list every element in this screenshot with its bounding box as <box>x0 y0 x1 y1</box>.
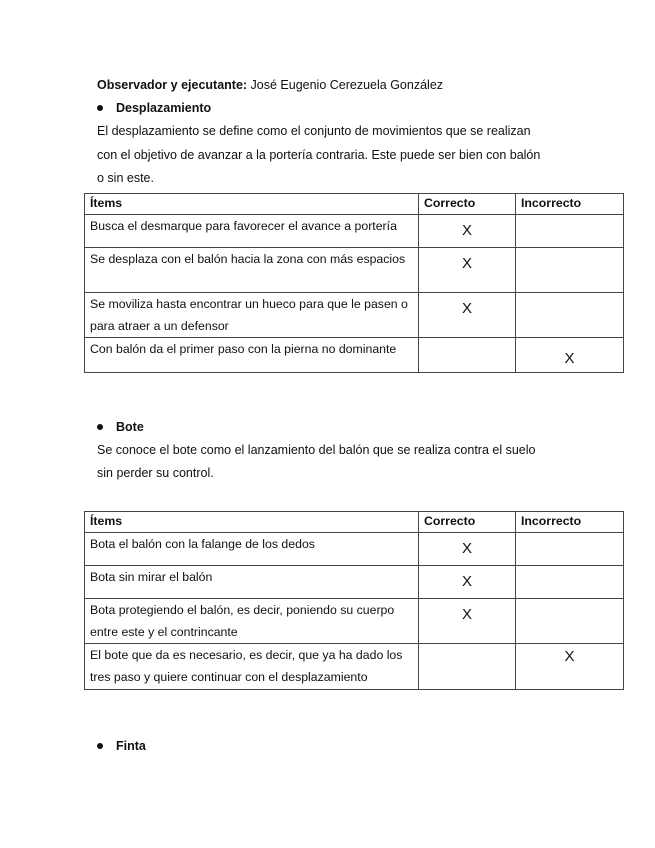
column-header-correcto: Correcto <box>419 512 516 533</box>
bullet-icon <box>97 424 103 430</box>
item-cell: Con balón da el primer paso con la pierna no dominante <box>85 338 419 373</box>
incorrecto-cell <box>516 599 624 644</box>
section-heading-desplazamiento <box>97 100 211 116</box>
incorrecto-cell <box>516 533 624 566</box>
incorrecto-cell: X <box>516 644 624 690</box>
table-row <box>85 644 624 690</box>
correcto-cell <box>419 644 516 690</box>
table-row <box>85 338 624 373</box>
evaluation-table-bote <box>84 511 624 690</box>
incorrecto-cell <box>516 248 624 293</box>
column-header-items: Ítems <box>85 194 419 215</box>
incorrecto-cell <box>516 293 624 338</box>
correcto-cell: X <box>419 533 516 566</box>
correcto-cell <box>419 338 516 373</box>
evaluation-table-desplazamiento <box>84 193 624 373</box>
column-header-incorrecto: Incorrecto <box>516 194 624 215</box>
observer-line <box>97 77 443 93</box>
table-header-row <box>85 194 624 215</box>
item-cell: Bota protegiendo el balón, es decir, poniendo su cuerpo entre este y el contrincante <box>85 599 419 644</box>
column-header-items: Ítems <box>85 512 419 533</box>
item-cell: Se desplaza con el balón hacia la zona con más espacios <box>85 248 419 293</box>
table-row <box>85 248 624 293</box>
bullet-icon <box>97 743 103 749</box>
column-header-correcto: Correcto <box>419 194 516 215</box>
section-description-line: El desplazamiento se define como el conjunto de movimientos que se realizan <box>97 124 531 138</box>
incorrecto-cell <box>516 215 624 248</box>
table-header-row <box>85 512 624 533</box>
section-description-line: con el objetivo de avanzar a la portería contraria. Este puede ser bien con balón <box>97 148 541 162</box>
item-cell: Bota el balón con la falange de los dedos <box>85 533 419 566</box>
bullet-icon <box>97 105 103 111</box>
observer-label: Observador y ejecutante: <box>97 78 248 92</box>
table-row <box>85 599 624 644</box>
correcto-cell: X <box>419 248 516 293</box>
section-description-line: o sin este. <box>97 171 154 185</box>
correcto-cell: X <box>419 215 516 248</box>
incorrecto-cell: X <box>516 338 624 373</box>
table-row <box>85 293 624 338</box>
section-description-line: Se conoce el bote como el lanzamiento del balón que se realiza contra el suelo <box>97 443 536 457</box>
item-cell: Busca el desmarque para favorecer el avance a portería <box>85 215 419 248</box>
section-title: Desplazamiento <box>116 101 212 115</box>
observer-name: José Eugenio Cerezuela González <box>247 78 444 92</box>
section-title: Finta <box>116 739 146 753</box>
item-cell: El bote que da es necesario, es decir, que ya ha dado los tres paso y quiere continuar con el desplazamiento <box>85 644 419 690</box>
correcto-cell: X <box>419 599 516 644</box>
table-row <box>85 566 624 599</box>
correcto-cell: X <box>419 566 516 599</box>
section-title: Bote <box>116 420 144 434</box>
item-cell: Se moviliza hasta encontrar un hueco para que le pasen o para atraer a un defensor <box>85 293 419 338</box>
section-heading-finta <box>97 738 146 754</box>
column-header-incorrecto: Incorrecto <box>516 512 624 533</box>
correcto-cell: X <box>419 293 516 338</box>
item-cell: Bota sin mirar el balón <box>85 566 419 599</box>
section-description-line: sin perder su control. <box>97 466 214 480</box>
section-heading-bote <box>97 419 144 435</box>
table-row <box>85 215 624 248</box>
table-row <box>85 533 624 566</box>
incorrecto-cell <box>516 566 624 599</box>
